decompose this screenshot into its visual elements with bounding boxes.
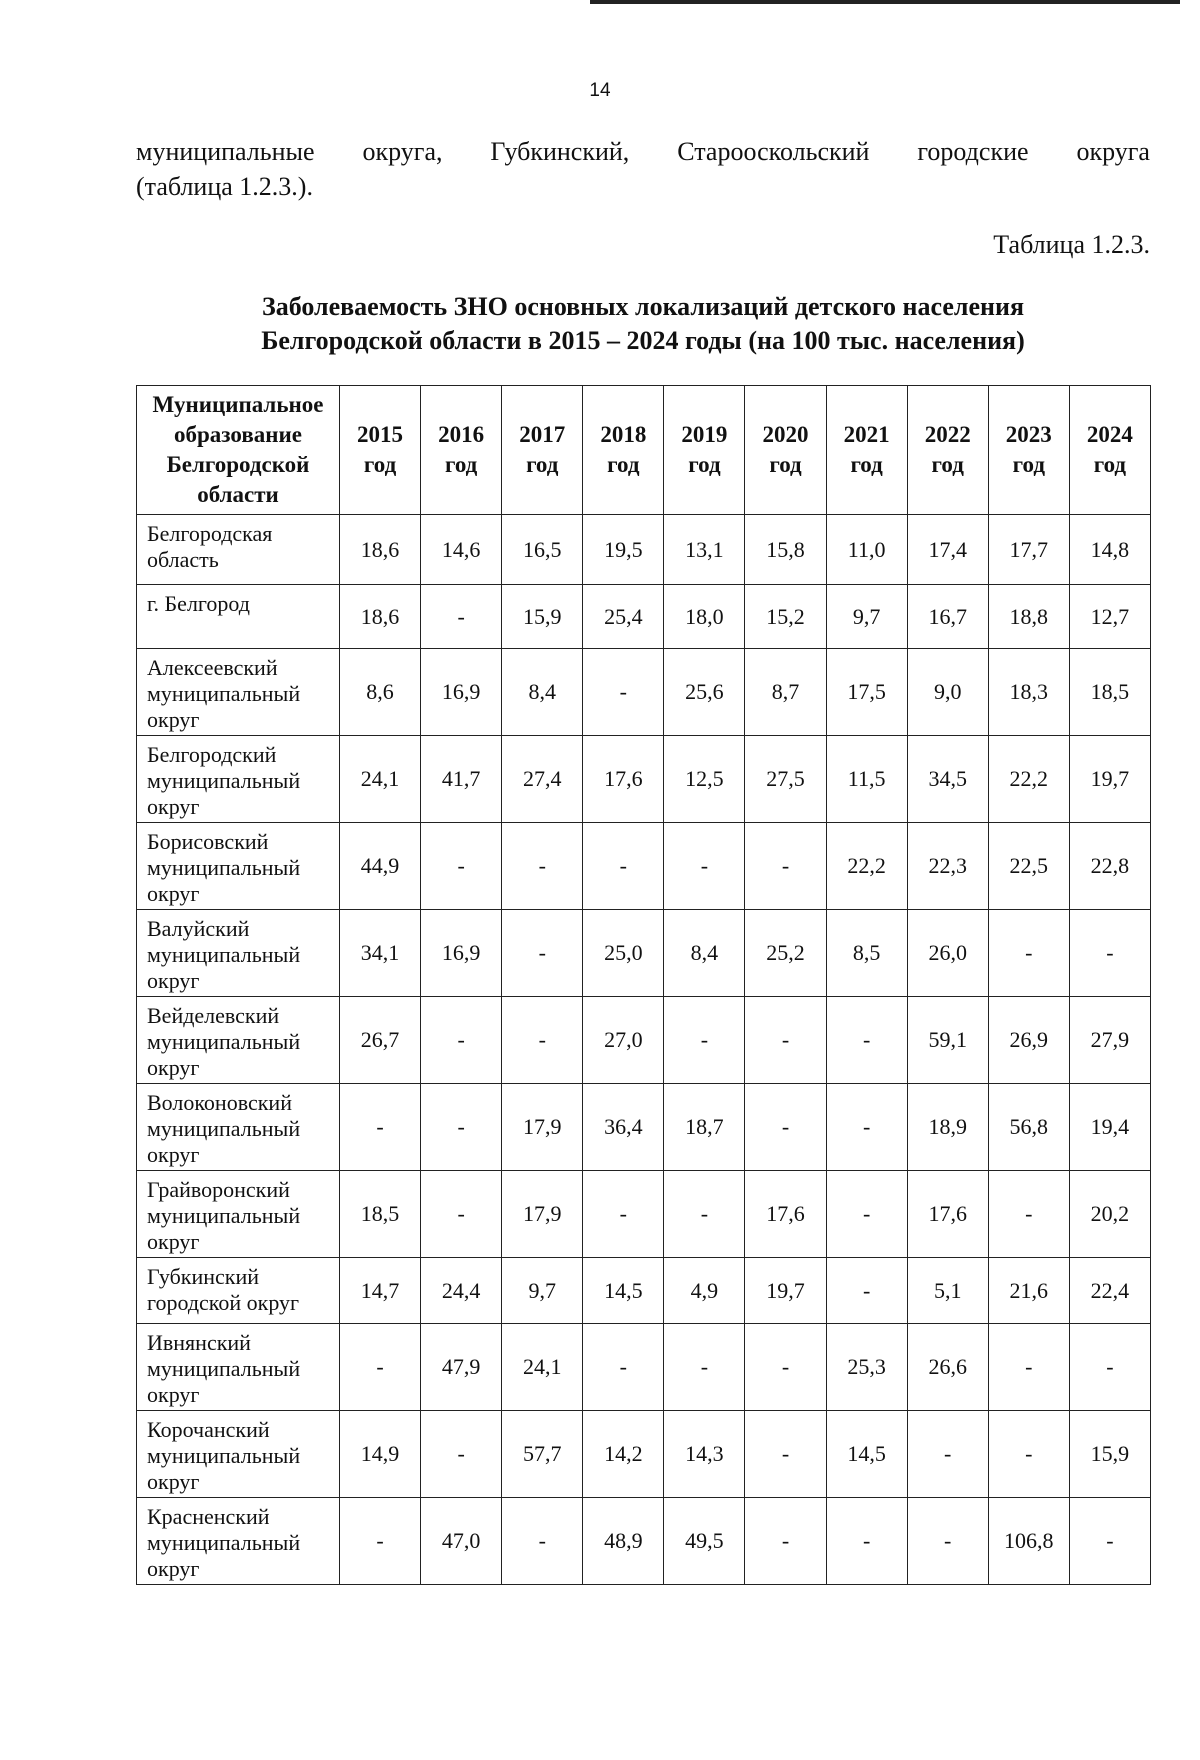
region-name-line: Волоконовский — [147, 1090, 292, 1115]
table-title-line-1: Заболеваемость ЗНО основных локализаций детского населения — [261, 292, 1025, 321]
intro-word: Губкинский, — [490, 137, 630, 166]
cell-value-2023: - — [988, 1411, 1069, 1498]
row-region-name — [137, 823, 340, 910]
table-row — [137, 1324, 1151, 1411]
cell-value-2021: - — [826, 1084, 907, 1171]
cell-value-2021: 17,5 — [826, 649, 907, 736]
cell-value-2024: 14,8 — [1069, 515, 1150, 585]
cell-value-2020: 27,5 — [745, 736, 826, 823]
cell-value-2021: - — [826, 1498, 907, 1585]
region-name-line: муниципальный — [147, 1116, 301, 1141]
cell-value-2023: 26,9 — [988, 997, 1069, 1084]
cell-value-2015: 18,6 — [340, 515, 421, 585]
region-name-line: округ — [147, 1142, 200, 1167]
incidence-table — [136, 385, 1151, 1585]
cell-value-2021: - — [826, 1258, 907, 1324]
cell-value-2024: 22,4 — [1069, 1258, 1150, 1324]
header-year: 2021 — [843, 422, 890, 447]
header-year-unit: год — [931, 452, 964, 477]
cell-value-2023: 17,7 — [988, 515, 1069, 585]
header-region-line: Муниципальное — [152, 392, 324, 417]
cell-value-2022: 16,7 — [907, 585, 988, 649]
cell-value-2023: - — [988, 910, 1069, 997]
cell-value-2016: - — [421, 823, 502, 910]
region-name-line: округ — [147, 1556, 200, 1581]
header-year-2022 — [907, 386, 988, 515]
header-year: 2020 — [762, 422, 809, 447]
cell-value-2019: - — [664, 1324, 745, 1411]
region-name-line: область — [147, 547, 219, 572]
table-row — [137, 1258, 1151, 1324]
region-name-line: муниципальный — [147, 1356, 301, 1381]
row-region-name — [137, 1171, 340, 1258]
cell-value-2022: 9,0 — [907, 649, 988, 736]
cell-value-2024: 15,9 — [1069, 1411, 1150, 1498]
cell-value-2019: - — [664, 997, 745, 1084]
row-region-name — [137, 1084, 340, 1171]
row-region-name — [137, 910, 340, 997]
cell-value-2019: - — [664, 823, 745, 910]
region-name-line: Красненский — [147, 1504, 270, 1529]
cell-value-2023: 18,8 — [988, 585, 1069, 649]
cell-value-2020: 17,6 — [745, 1171, 826, 1258]
cell-value-2021: 22,2 — [826, 823, 907, 910]
cell-value-2015: - — [340, 1084, 421, 1171]
header-year-2019 — [664, 386, 745, 515]
region-name-line: муниципальный — [147, 681, 301, 706]
cell-value-2020: 25,2 — [745, 910, 826, 997]
header-year-unit: год — [526, 452, 559, 477]
cell-value-2015: 34,1 — [340, 910, 421, 997]
cell-value-2022: 26,6 — [907, 1324, 988, 1411]
header-year-unit: год — [688, 452, 721, 477]
cell-value-2023: - — [988, 1324, 1069, 1411]
cell-value-2017: 17,9 — [502, 1171, 583, 1258]
row-region-name — [137, 515, 340, 585]
cell-value-2024: 12,7 — [1069, 585, 1150, 649]
cell-value-2016: - — [421, 997, 502, 1084]
cell-value-2015: 14,7 — [340, 1258, 421, 1324]
region-name-line: Борисовский — [147, 829, 269, 854]
cell-value-2023: - — [988, 1171, 1069, 1258]
cell-value-2016: - — [421, 1411, 502, 1498]
cell-value-2022: 17,6 — [907, 1171, 988, 1258]
region-name-line: Белгородский — [147, 742, 277, 767]
intro-paragraph — [136, 134, 1150, 204]
cell-value-2020: 19,7 — [745, 1258, 826, 1324]
header-year-unit: год — [850, 452, 883, 477]
cell-value-2023: 106,8 — [988, 1498, 1069, 1585]
cell-value-2016: 47,0 — [421, 1498, 502, 1585]
cell-value-2016: - — [421, 1084, 502, 1171]
table-row — [137, 997, 1151, 1084]
region-name-line: округ — [147, 1469, 200, 1494]
row-region-name — [137, 997, 340, 1084]
cell-value-2022: 22,3 — [907, 823, 988, 910]
cell-value-2019: 18,0 — [664, 585, 745, 649]
table-row — [137, 1171, 1151, 1258]
cell-value-2015: 26,7 — [340, 997, 421, 1084]
header-year-2023 — [988, 386, 1069, 515]
cell-value-2021: 11,5 — [826, 736, 907, 823]
cell-value-2017: - — [502, 910, 583, 997]
region-name-line: г. Белгород — [147, 591, 250, 616]
table-row — [137, 736, 1151, 823]
region-name-line: Грайворонский — [147, 1177, 290, 1202]
cell-value-2020: - — [745, 1498, 826, 1585]
cell-value-2016: 14,6 — [421, 515, 502, 585]
cell-value-2018: - — [583, 1324, 664, 1411]
header-year: 2017 — [519, 422, 566, 447]
header-year-unit: год — [1093, 452, 1127, 477]
cell-value-2019: 18,7 — [664, 1084, 745, 1171]
cell-value-2024: 18,5 — [1069, 649, 1150, 736]
intro-word: Старооскольский — [677, 137, 870, 166]
cell-value-2018: 48,9 — [583, 1498, 664, 1585]
cell-value-2022: 59,1 — [907, 997, 988, 1084]
header-year: 2022 — [924, 422, 971, 447]
intro-word: округа, — [362, 137, 443, 166]
region-name-line: округ — [147, 1382, 200, 1407]
region-name-line: Валуйский — [147, 916, 250, 941]
cell-value-2020: 8,7 — [745, 649, 826, 736]
cell-value-2020: - — [745, 823, 826, 910]
cell-value-2017: 15,9 — [502, 585, 583, 649]
region-name-line: городской округ — [147, 1290, 300, 1315]
header-year-unit: год — [769, 452, 802, 477]
cell-value-2021: 14,5 — [826, 1411, 907, 1498]
table-row — [137, 649, 1151, 736]
region-name-line: муниципальный — [147, 1203, 301, 1228]
region-name-line: муниципальный — [147, 1530, 301, 1555]
cell-value-2017: 8,4 — [502, 649, 583, 736]
header-region — [137, 386, 340, 515]
cell-value-2019: 13,1 — [664, 515, 745, 585]
cell-value-2015: 8,6 — [340, 649, 421, 736]
cell-value-2020: - — [745, 1411, 826, 1498]
intro-line-1 — [136, 134, 1150, 169]
header-year: 2018 — [600, 422, 647, 447]
cell-value-2017: 16,5 — [502, 515, 583, 585]
cell-value-2016: 41,7 — [421, 736, 502, 823]
region-name-line: округ — [147, 881, 200, 906]
row-region-name — [137, 585, 340, 649]
header-year-2017 — [502, 386, 583, 515]
region-name-line: Алексеевский — [147, 655, 278, 680]
cell-value-2016: - — [421, 585, 502, 649]
header-year-2020 — [745, 386, 826, 515]
cell-value-2017: 24,1 — [502, 1324, 583, 1411]
region-name-line: муниципальный — [147, 1443, 301, 1468]
header-region-line: Белгородской — [166, 452, 310, 477]
cell-value-2024: 20,2 — [1069, 1171, 1150, 1258]
region-name-line: Вейделевский — [147, 1003, 280, 1028]
intro-word: муниципальные — [136, 137, 315, 166]
cell-value-2022: 26,0 — [907, 910, 988, 997]
cell-value-2015: 18,5 — [340, 1171, 421, 1258]
page-number: 14 — [589, 80, 611, 101]
cell-value-2022: 17,4 — [907, 515, 988, 585]
table-title — [136, 290, 1150, 358]
cell-value-2023: 21,6 — [988, 1258, 1069, 1324]
region-name-line: муниципальный — [147, 1029, 301, 1054]
header-year: 2015 — [357, 422, 404, 447]
table-row — [137, 910, 1151, 997]
cell-value-2017: 27,4 — [502, 736, 583, 823]
table-title-line-2: Белгородской области в 2015 – 2024 годы (на 100 тыс. населения) — [261, 326, 1025, 355]
cell-value-2018: 14,5 — [583, 1258, 664, 1324]
header-year-unit: год — [363, 452, 397, 477]
cell-value-2017: - — [502, 823, 583, 910]
region-name-line: округ — [147, 1055, 200, 1080]
header-year-2018 — [583, 386, 664, 515]
header-year-unit: год — [1012, 452, 1045, 477]
cell-value-2022: 5,1 — [907, 1258, 988, 1324]
cell-value-2015: 18,6 — [340, 585, 421, 649]
header-year-2021 — [826, 386, 907, 515]
region-name-line: Ивнянский — [147, 1330, 251, 1355]
cell-value-2024: 27,9 — [1069, 997, 1150, 1084]
cell-value-2017: - — [502, 997, 583, 1084]
cell-value-2021: 11,0 — [826, 515, 907, 585]
cell-value-2019: 8,4 — [664, 910, 745, 997]
cell-value-2022: 34,5 — [907, 736, 988, 823]
cell-value-2021: 8,5 — [826, 910, 907, 997]
row-region-name — [137, 1324, 340, 1411]
cell-value-2018: - — [583, 823, 664, 910]
header-region-line: образование — [174, 422, 302, 447]
cell-value-2023: 18,3 — [988, 649, 1069, 736]
cell-value-2019: 49,5 — [664, 1498, 745, 1585]
region-name-line: Губкинский — [147, 1264, 260, 1289]
cell-value-2020: 15,2 — [745, 585, 826, 649]
cell-value-2018: 27,0 — [583, 997, 664, 1084]
cell-value-2024: 19,7 — [1069, 736, 1150, 823]
cell-value-2021: - — [826, 1171, 907, 1258]
cell-value-2021: - — [826, 997, 907, 1084]
intro-word: округа — [1076, 137, 1150, 166]
cell-value-2016: 47,9 — [421, 1324, 502, 1411]
cell-value-2021: 9,7 — [826, 585, 907, 649]
cell-value-2015: 14,9 — [340, 1411, 421, 1498]
header-year: 2019 — [681, 422, 728, 447]
header-year: 2016 — [438, 422, 485, 447]
table-row — [137, 515, 1151, 585]
cell-value-2020: - — [745, 1084, 826, 1171]
cell-value-2019: 4,9 — [664, 1258, 745, 1324]
row-region-name — [137, 1411, 340, 1498]
region-name-line: Корочанский — [147, 1417, 270, 1442]
cell-value-2018: 36,4 — [583, 1084, 664, 1171]
table-header-row — [137, 386, 1151, 515]
region-name-line: округ — [147, 794, 200, 819]
region-name-line: округ — [147, 968, 200, 993]
cell-value-2018: 19,5 — [583, 515, 664, 585]
cell-value-2018: 14,2 — [583, 1411, 664, 1498]
header-year: 2024 — [1086, 422, 1133, 447]
row-region-name — [137, 1258, 340, 1324]
cell-value-2015: - — [340, 1498, 421, 1585]
cell-value-2020: 15,8 — [745, 515, 826, 585]
cell-value-2023: 56,8 — [988, 1084, 1069, 1171]
cell-value-2018: 25,4 — [583, 585, 664, 649]
row-region-name — [137, 649, 340, 736]
cell-value-2022: - — [907, 1498, 988, 1585]
header-year: 2023 — [1005, 422, 1052, 447]
header-year-unit: год — [444, 452, 478, 477]
cell-value-2017: 9,7 — [502, 1258, 583, 1324]
cell-value-2018: - — [583, 649, 664, 736]
header-year-2015 — [340, 386, 421, 515]
region-name-line: муниципальный — [147, 942, 301, 967]
cell-value-2017: - — [502, 1498, 583, 1585]
cell-value-2017: 57,7 — [502, 1411, 583, 1498]
table-row — [137, 1084, 1151, 1171]
cell-value-2020: - — [745, 1324, 826, 1411]
intro-line-2: (таблица 1.2.3.). — [136, 172, 313, 201]
cell-value-2023: 22,2 — [988, 736, 1069, 823]
cell-value-2023: 22,5 — [988, 823, 1069, 910]
cell-value-2024: 22,8 — [1069, 823, 1150, 910]
header-year-2016 — [421, 386, 502, 515]
cell-value-2015: - — [340, 1324, 421, 1411]
cell-value-2016: - — [421, 1171, 502, 1258]
cell-value-2022: - — [907, 1411, 988, 1498]
region-name-line: муниципальный — [147, 855, 301, 880]
cell-value-2024: - — [1069, 1324, 1150, 1411]
cell-value-2018: 25,0 — [583, 910, 664, 997]
cell-value-2020: - — [745, 997, 826, 1084]
cell-value-2024: 19,4 — [1069, 1084, 1150, 1171]
cell-value-2019: 14,3 — [664, 1411, 745, 1498]
table-caption: Таблица 1.2.3. — [993, 230, 1150, 259]
cell-value-2018: - — [583, 1171, 664, 1258]
table-row — [137, 585, 1151, 649]
region-name-line: муниципальный — [147, 768, 301, 793]
region-name-line: Белгородская — [147, 521, 273, 546]
table-row — [137, 1498, 1151, 1585]
cell-value-2015: 24,1 — [340, 736, 421, 823]
top-rule — [590, 0, 1180, 4]
cell-value-2016: 16,9 — [421, 910, 502, 997]
cell-value-2016: 24,4 — [421, 1258, 502, 1324]
header-year-2024 — [1069, 386, 1150, 515]
region-name-line: округ — [147, 707, 200, 732]
table-row — [137, 823, 1151, 910]
cell-value-2019: 25,6 — [664, 649, 745, 736]
cell-value-2022: 18,9 — [907, 1084, 988, 1171]
cell-value-2019: - — [664, 1171, 745, 1258]
region-name-line: округ — [147, 1229, 200, 1254]
row-region-name — [137, 736, 340, 823]
cell-value-2021: 25,3 — [826, 1324, 907, 1411]
cell-value-2016: 16,9 — [421, 649, 502, 736]
cell-value-2018: 17,6 — [583, 736, 664, 823]
intro-word: городские — [917, 137, 1029, 166]
cell-value-2019: 12,5 — [664, 736, 745, 823]
cell-value-2024: - — [1069, 1498, 1150, 1585]
header-year-unit: год — [607, 452, 640, 477]
cell-value-2015: 44,9 — [340, 823, 421, 910]
table-row — [137, 1411, 1151, 1498]
cell-value-2017: 17,9 — [502, 1084, 583, 1171]
cell-value-2024: - — [1069, 910, 1150, 997]
header-region-line: области — [197, 482, 279, 507]
row-region-name — [137, 1498, 340, 1585]
